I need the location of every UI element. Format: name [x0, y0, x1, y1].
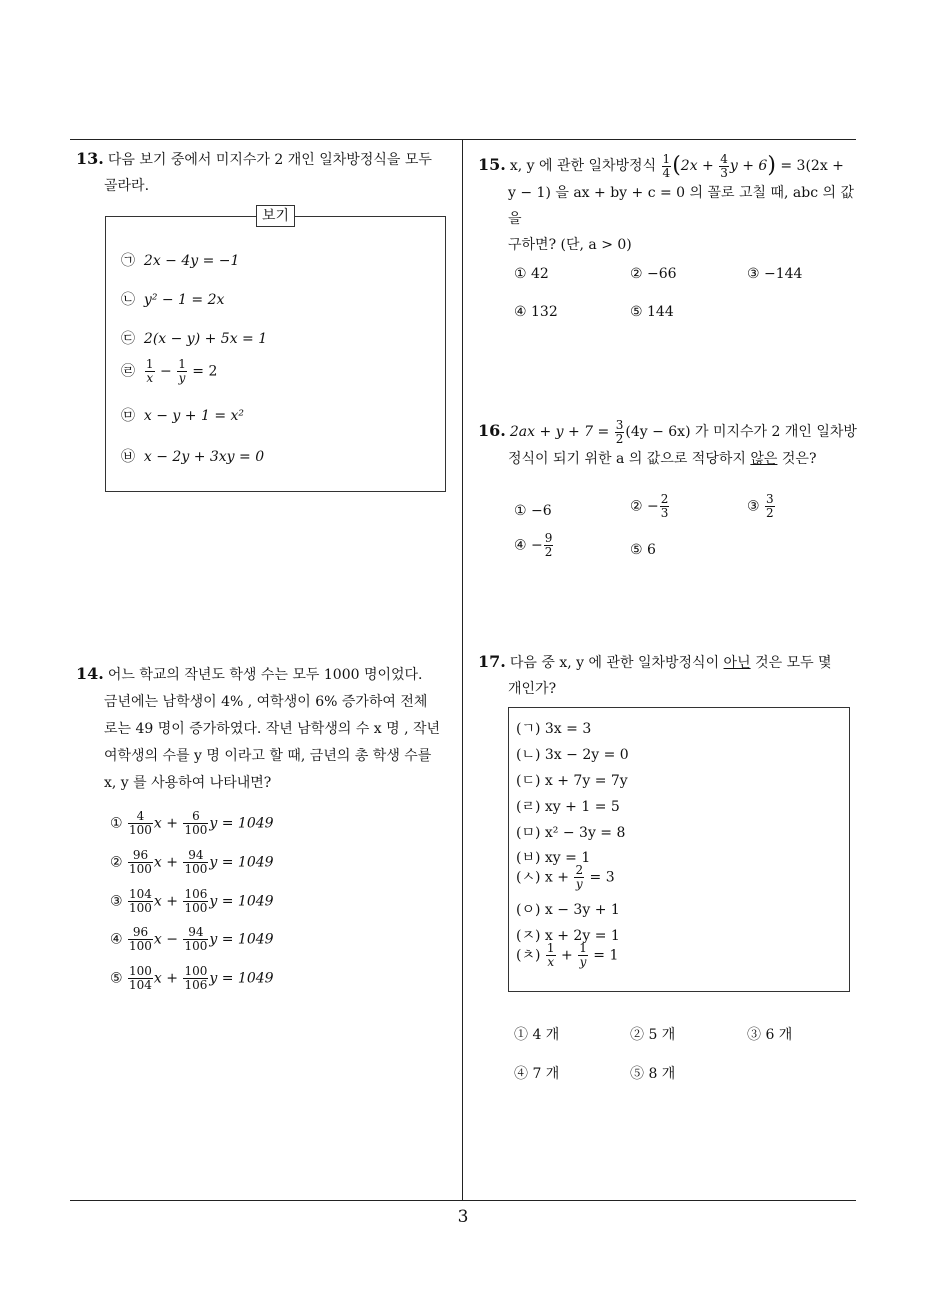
equation-item: (ㅈ) x + 2y = 1: [516, 928, 620, 944]
column-divider: [462, 139, 463, 1201]
option-3[interactable]: ③ $\frac{3}{2}$: [747, 492, 774, 520]
option-1[interactable]: ① 4 개: [514, 1027, 560, 1043]
underlined-word: 않은: [750, 450, 778, 467]
choice-item: ㉡ y² − 1 = 2x: [121, 292, 225, 308]
top-rule: [70, 139, 856, 140]
equation-item: (ㅂ) xy = 1: [516, 850, 591, 866]
page-number: 3: [457, 1207, 469, 1227]
question-17: 17. 다음 중 x, y 에 관한 일차방정식이 아닌 것은 모두 몇 개인가?: [478, 652, 832, 697]
equation-item: (ㄹ) xy + 1 = 5: [516, 799, 620, 815]
underlined-word: 아닌: [723, 655, 751, 671]
question-text: 다음 보기 중에서 미지수가 2 개인 일차방정식을 모두: [107, 152, 432, 168]
box-label: 보기: [256, 205, 295, 227]
option-5[interactable]: ⑤ $\frac{100}{104}$ x + $\frac{100}{106}$ y = 1049: [110, 964, 274, 992]
question-number: 14.: [76, 664, 104, 683]
choice-item: ㉢ 2(x − y) + 5x = 1: [121, 331, 268, 347]
option-3[interactable]: ③ $\frac{104}{100}$ x + $\frac{106}{100}$ y = 1049: [110, 887, 274, 915]
question-number: 15.: [478, 155, 506, 174]
bottom-rule: [70, 1200, 856, 1201]
option-2[interactable]: ② − $\frac{2}{3}$: [630, 492, 669, 520]
option-5[interactable]: ⑤ 8 개: [630, 1066, 676, 1082]
question-number: 13.: [76, 149, 104, 168]
option-4[interactable]: ④ $\frac{96}{100}$ x − $\frac{94}{100}$ y = 1049: [110, 925, 274, 953]
question-13: [76, 146, 456, 199]
option-4[interactable]: ④ − $\frac{9}{2}$: [514, 531, 553, 559]
choice-item: ㉥ x − 2y + 3xy = 0: [121, 449, 265, 465]
equation-item: (ㄱ) 3x = 3: [516, 721, 592, 737]
question-16: 16. 2ax + y + 7 = $\frac{3}{2}$ (4y − 6x) 가 미지수가 2 개인 일차방 정식이 되기 위한 a 의 값으로 적당하지 않은 것은?: [478, 417, 857, 467]
option-4[interactable]: ④ 7 개: [514, 1066, 560, 1082]
option-2[interactable]: ② $\frac{96}{100}$ x + $\frac{94}{100}$ y = 1049: [110, 848, 274, 876]
choice-item: ㉤ x − y + 1 = x²: [121, 408, 245, 424]
option-1[interactable]: ① 42: [514, 266, 549, 282]
choice-item: ㉠ 2x − 4y = −1: [121, 253, 240, 269]
question-number: 16.: [478, 421, 506, 440]
option-2[interactable]: ② 5 개: [630, 1027, 676, 1043]
equation-item: (ㅇ) x − 3y + 1: [516, 902, 620, 918]
question-15: 15. x, y 에 관한 일차방정식 $\frac{1}{4}$ (2x + $\frac{4}{3}$ y + 6) = 3(2x + y − 1) 을 ax + by + c = 0 의 꼴로 고칠 때, abc 의 값을 구하면? (단, a > 0): [478, 151, 855, 253]
option-1[interactable]: ① $\frac{4}{100}$ x + $\frac{6}{100}$ y = 1049: [110, 809, 274, 837]
equation-item: (ㅅ) x + $\frac{2}{y}$ = 3: [516, 863, 615, 891]
question-text: 골라라.: [104, 178, 150, 194]
equation-item: (ㄷ) x + 7y = 7y: [516, 773, 628, 789]
equation-item: (ㅁ) x² − 3y = 8: [516, 825, 626, 841]
option-2[interactable]: ② −66: [630, 266, 677, 282]
question-14: 14. 어느 학교의 작년도 학생 수는 모두 1000 명이었다. 금년에는 남학생이 4% , 여학생이 6% 증가하여 전체 로는 49 명이 증가하였다. 작년 남학생의 수 x 명 , 작년 여학생의 수를 y 명 이라고 할 때, 금년의 총 학생 수를 x, y 를 사용하여 나타내면?: [76, 664, 441, 791]
option-3[interactable]: ③ 6 개: [747, 1027, 793, 1043]
question-number: 17.: [478, 652, 506, 671]
option-5[interactable]: ⑤ 144: [630, 304, 674, 320]
equation-item: (ㄴ) 3x − 2y = 0: [516, 747, 629, 763]
choice-item: ㉣ $\frac{1}{x}$ − $\frac{1}{y}$ = 2: [121, 357, 218, 385]
option-4[interactable]: ④ 132: [514, 304, 558, 320]
equation-item: (ㅊ) $\frac{1}{x}$ + $\frac{1}{y}$ = 1: [516, 941, 619, 969]
option-3[interactable]: ③ −144: [747, 266, 803, 282]
option-1[interactable]: ① −6: [514, 503, 552, 519]
option-5[interactable]: ⑤ 6: [630, 542, 656, 558]
